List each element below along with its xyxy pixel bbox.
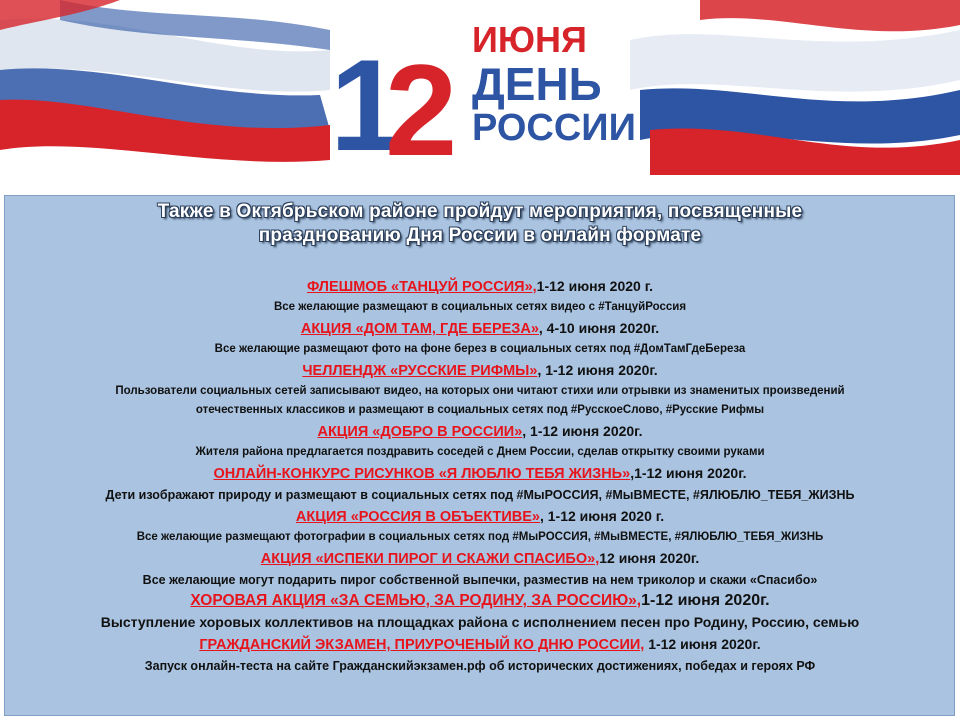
event-description: Жителя района предлагается поздравить соседей с Днем России, сделав открытку своими руками [195,446,765,458]
event-date: 1-12 июня 2020г. [644,636,761,652]
event-description: Запуск онлайн-теста на сайте Гражданскийэкзамен.рф об исторических достижениях, победах и героях РФ [144,659,816,673]
event-title [0,505,960,528]
event-date: , 1-12 июня 2020г. [522,423,643,439]
event-date: 1-12 июня 2020г. [641,592,770,609]
event-date: ,1-12 июня 2020г. [630,465,747,481]
heading-line-1: Также в Октябрьском районе пройдут мероприятия, посвященные [157,201,803,222]
svg-text:2: 2 [385,37,458,175]
event-title [0,359,960,382]
event-date: , 1-12 июня 2020г. [537,362,658,378]
event-title [0,420,960,443]
event-name[interactable]: ОНЛАЙН-КОНКУРС РИСУНКОВ «Я ЛЮБЛЮ ТЕБЯ ЖИЗНЬ» [213,466,631,482]
event-date: , 4-10 июня 2020г. [538,320,660,336]
event-title [0,317,960,340]
event-date: 12 июня 2020г. [599,550,700,566]
event-description: Дети изображают природу и размещают в социальных сетях под #МыРОССИЯ, #МыВМЕСТЕ, #ЯЛЮБЛЮ_ТЕБЯ_ЖИЗНЬ [105,488,855,502]
event-name[interactable]: ФЛЕШМОБ «ТАНЦУЙ РОССИЯ», [306,279,537,295]
event-title [0,633,960,656]
heading-line-2: празднованию Дня России в онлайн формате [258,225,702,246]
event-name[interactable]: ХОРОВАЯ АКЦИЯ «ЗА СЕМЬЮ, ЗА РОДИНУ, ЗА РОССИЮ», [190,592,642,609]
event-name[interactable]: АКЦИЯ «ИСПЕКИ ПИРОГ И СКАЖИ СПАСИБО», [260,551,600,567]
event-name[interactable]: ГРАЖДАНСКИЙ ЭКЗАМЕН, ПРИУРОЧЕНЫЙ КО ДНЮ РОССИИ, [199,637,645,653]
event-name[interactable]: АКЦИЯ «ДОМ ТАМ, ГДЕ БЕРЕЗА» [300,321,539,337]
panel-heading [0,200,960,248]
holiday-banner [0,0,960,175]
event-date: 1-12 июня 2020 г. [536,278,654,294]
banner-number: 1 [330,32,395,175]
event-name[interactable]: АКЦИЯ «ДОБРО В РОССИИ» [317,424,523,440]
event-description: Выступление хоровых коллективов на площадках района с исполнением песен про Родину, Россию, семью [100,614,860,630]
event-date: , 1-12 июня 2020 г. [539,508,665,524]
tricolor-ribbon-graphic [0,0,960,175]
event-description: Все желающие могут подарить пирог собственной выпечки, разместив на нем триколор и скажи «Спасибо» [142,573,818,587]
banner-russia: РОССИИ [472,107,636,149]
event-name[interactable]: АКЦИЯ «РОССИЯ В ОБЪЕКТИВЕ» [295,509,540,525]
event-name[interactable]: ЧЕЛЛЕНДЖ «РУССКИЕ РИФМЫ» [302,363,538,379]
event-description: Все желающие размещают фото на фоне берез в социальных сетях под #ДомТамГдеБереза [214,343,746,355]
banner-day: ДЕНЬ [472,58,602,110]
event-title [0,462,960,485]
event-description-continued: отечественных классиков и размещают в социальных сетях под #РусскоеСлово, #Русские Рифмы [195,404,765,416]
event-title [0,590,960,612]
event-title [0,547,960,570]
event-title [0,275,960,298]
event-description: Все желающие размещают в социальных сетях видео с #ТанцуйРоссия [273,301,687,313]
event-description: Все желающие размещают фотографии в социальных сетях под #МыРОССИЯ, #МыВМЕСТЕ, #ЯЛЮБЛЮ_ТЕБЯ_ЖИЗНЬ [136,531,824,543]
event-description: Пользователи социальных сетей записывают видео, на которых они читают стихи или отрывки из знаменитых произведений [115,385,845,397]
events-list [0,275,960,676]
banner-month: ИЮНЯ [472,19,587,60]
